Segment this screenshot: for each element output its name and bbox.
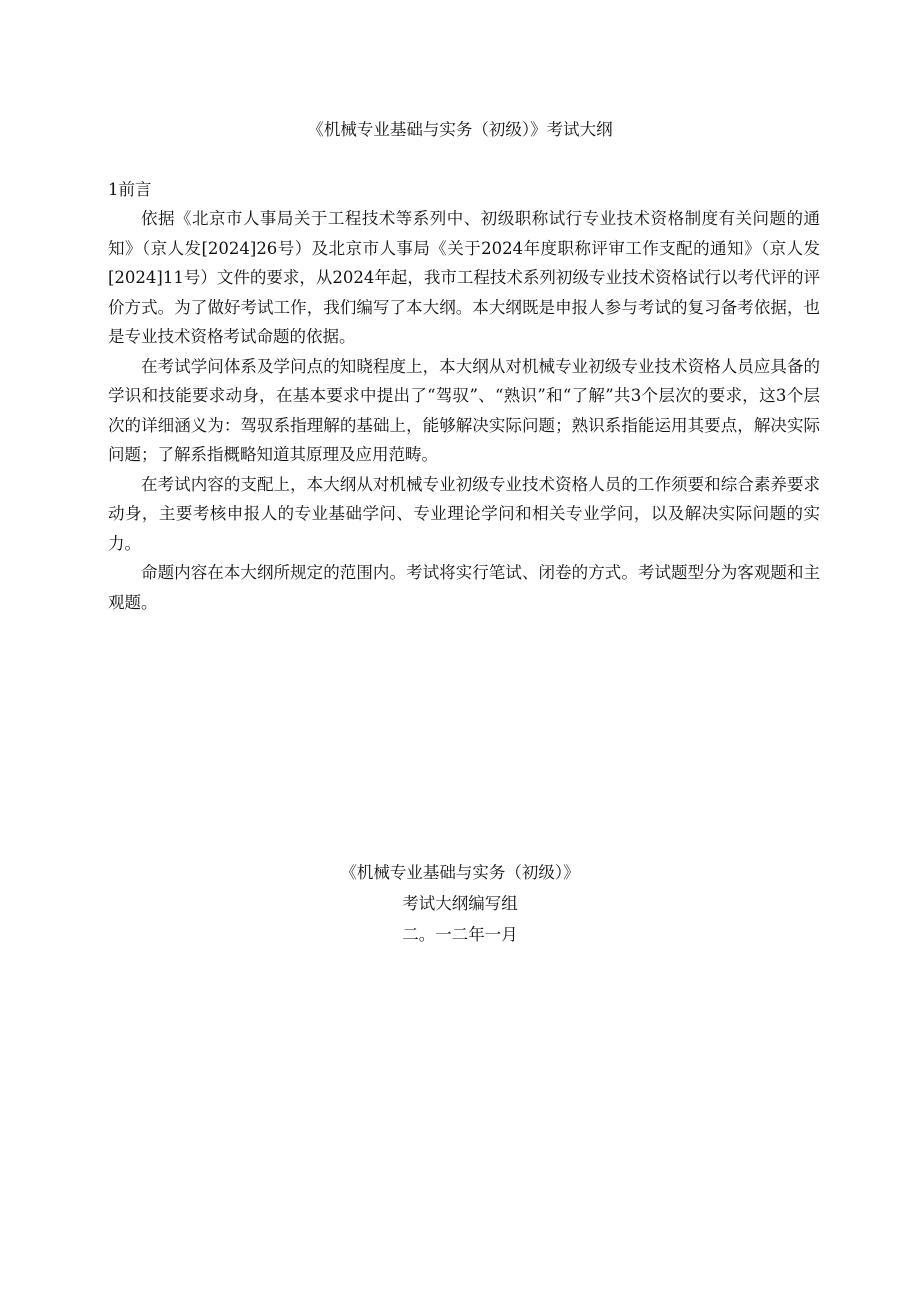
paragraph-knowledge-levels: 在考试学问体系及学问点的知晓程度上，本大纲从对机械专业初级专业技术资格人员应具备的学识和技能要求动身，在基本要求中提出了“驾驭”、“熟识”和“了解”共3个层次的要求，这3个层次的详细涵义为：驾驭系指理解的基础上，能够解决实际问题；熟识系指能运用其要点，解决实际问题；了解系指概略知道其原理及应用范畴。: [108, 356, 820, 464]
preface-section: [108, 176, 820, 617]
signature-title: 《机械专业基础与实务（初级）》: [340, 863, 580, 882]
section-heading: 1前言: [108, 180, 152, 199]
signature-block: [0, 857, 920, 950]
paragraph-exam-content: 在考试内容的支配上，本大纲从对机械专业初级专业技术资格人员的工作须要和综合素养要求动身，主要考核申报人的专业基础学问、专业理论学问和相关专业学问，以及解决实际问题的实力。: [108, 474, 820, 553]
signature-group: 考试大纲编写组: [402, 894, 518, 913]
signature-date: 二。一二年一月: [402, 925, 518, 944]
paragraph-exam-format: 命题内容在本大纲所规定的范围内。考试将实行笔试、闭卷的方式。考试题型分为客观题和主观题。: [108, 563, 820, 612]
paragraph-basis: 依据《北京市人事局关于工程技术等系列中、初级职称试行专业技术资格制度有关问题的通知》（京人发[2024]26号）及北京市人事局《关于2024年度职称评审工作支配的通知》（京人发[2024]11号）文件的要求，从2024年起，我市工程技术系列初级专业技术资格试行以考代评的评价方式。为了做好考试工作，我们编写了本大纲。本大纲既是申报人参与考试的复习备考依据，也是专业技术资格考试命题的依据。: [108, 209, 820, 346]
document-title: 《机械专业基础与实务（初级）》考试大纲: [307, 120, 613, 139]
